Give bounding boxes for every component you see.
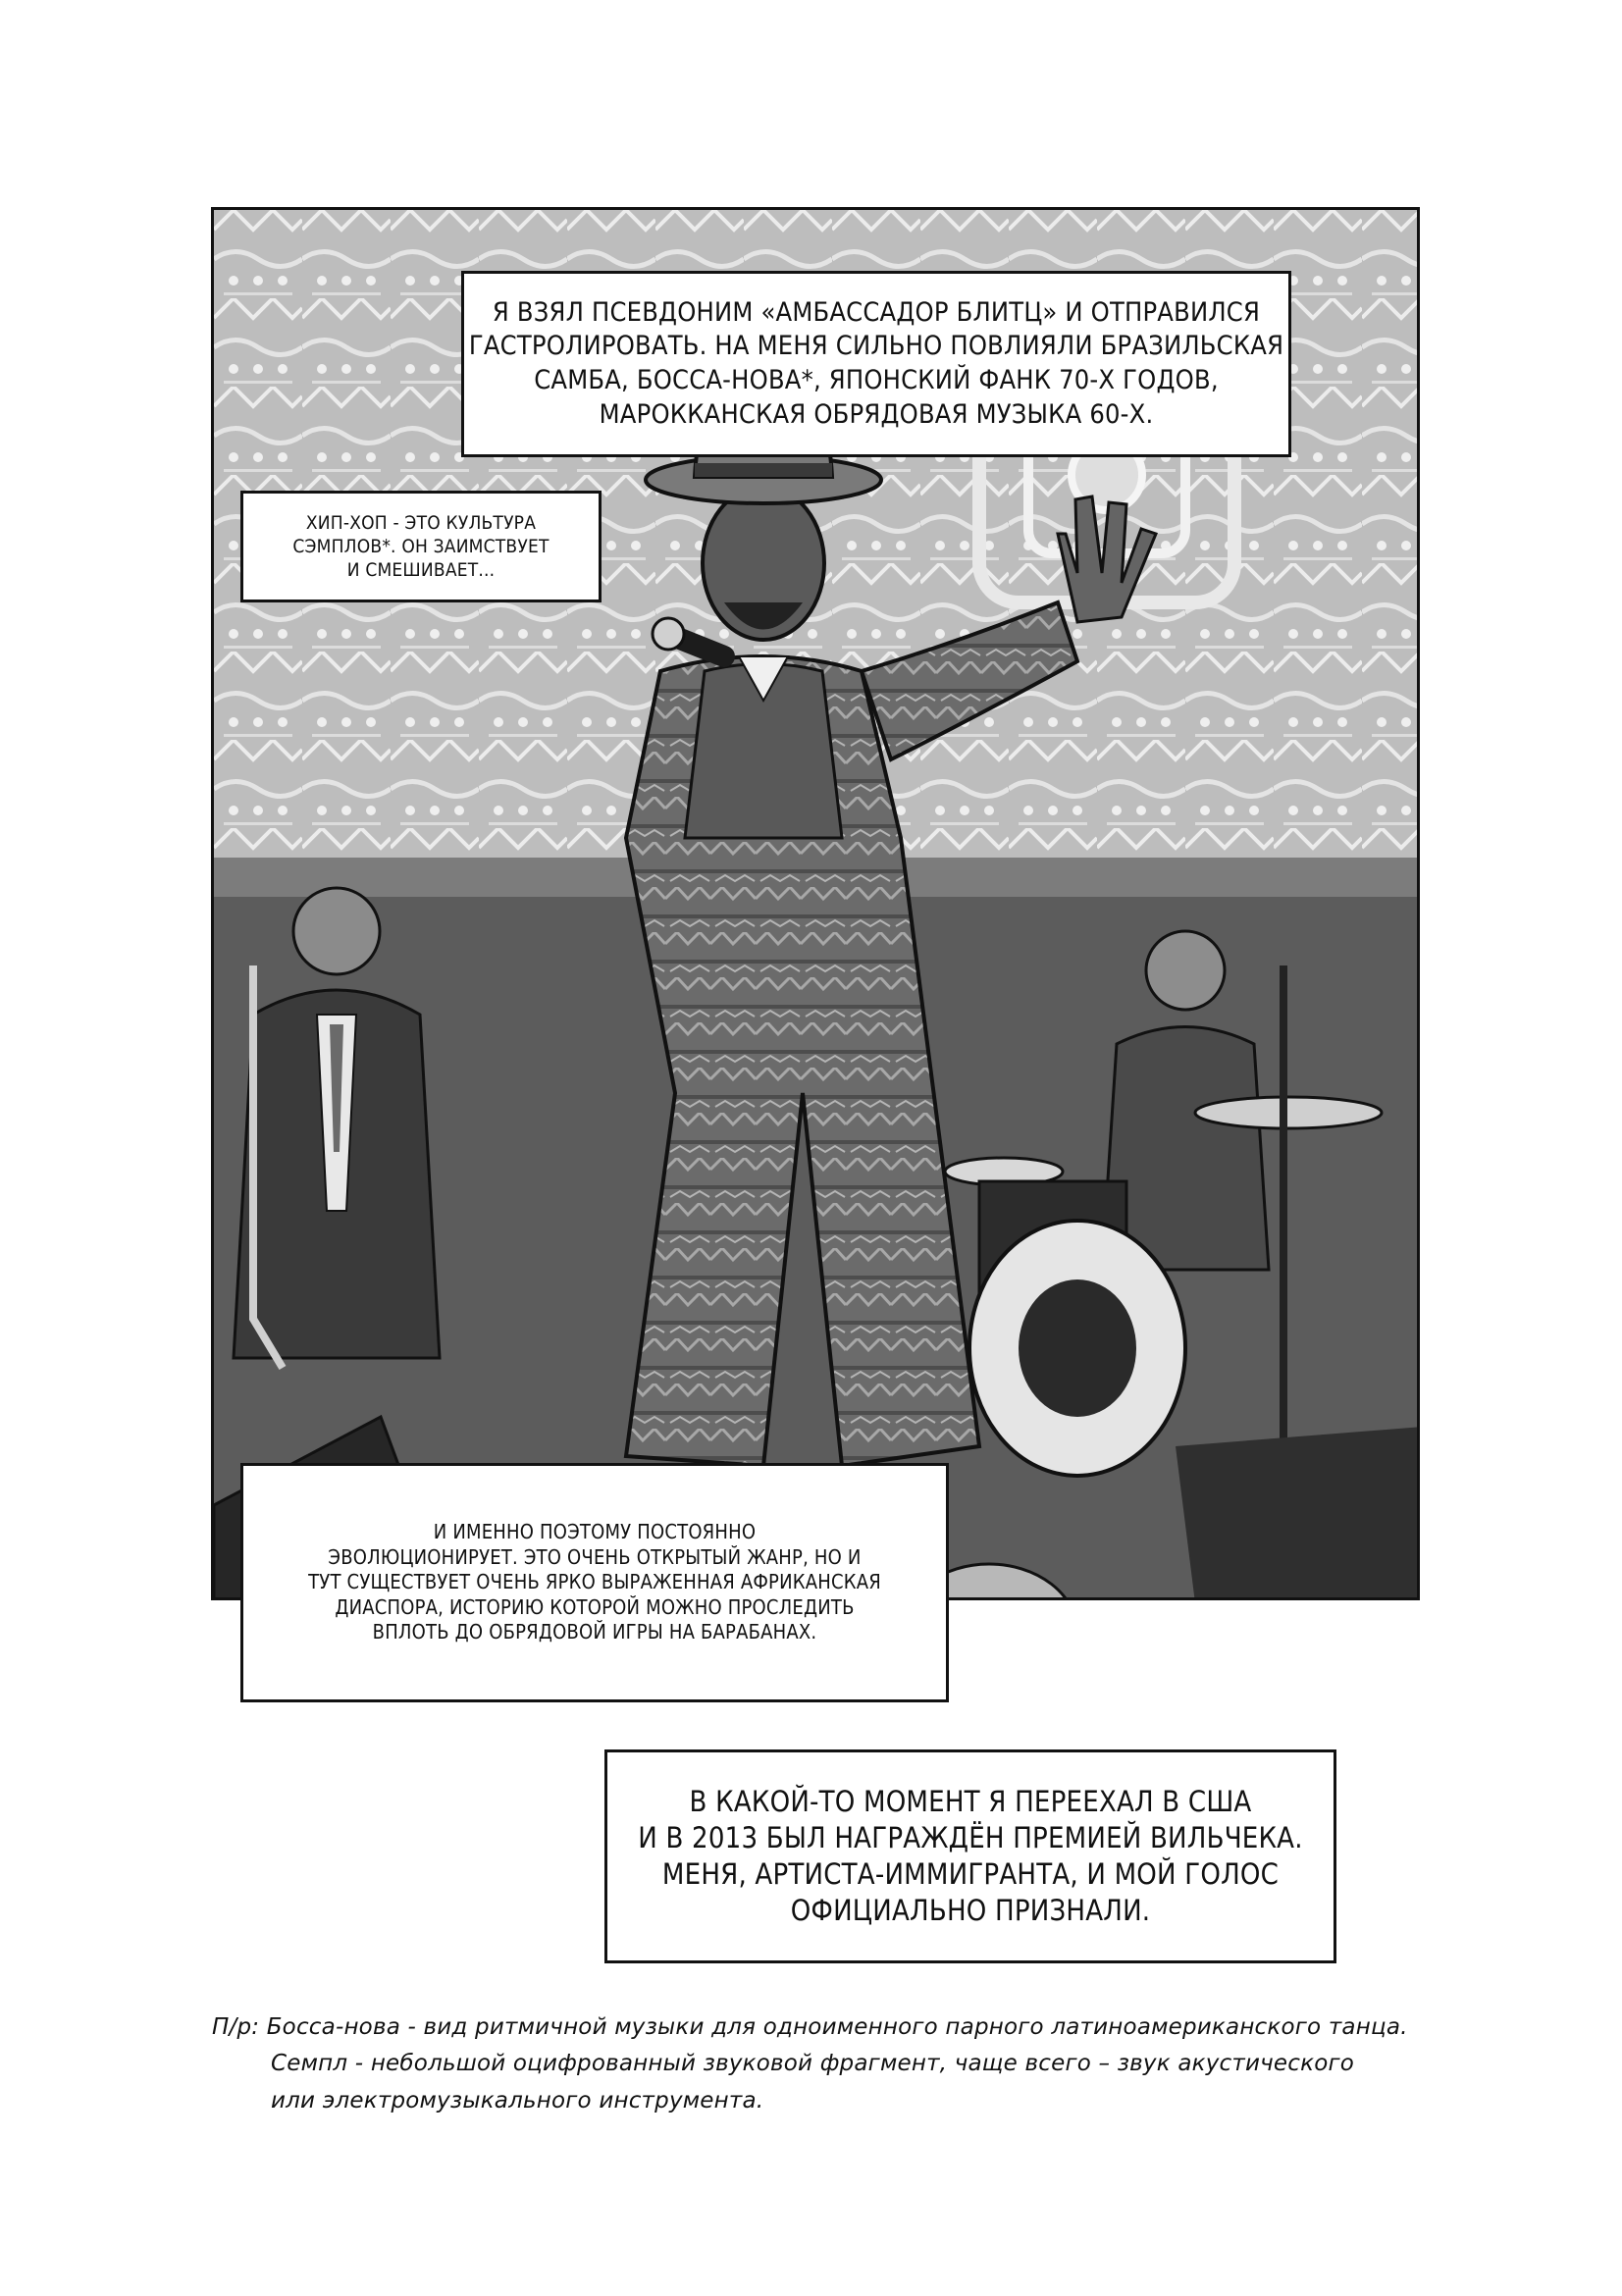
caption-intro-text: Я ВЗЯЛ ПСЕВДОНИМ «АМБАССАДОР БЛИТЦ» И ОТПРАВИЛСЯ ГАСТРОЛИРОВАТЬ. НА МЕНЯ СИЛЬНО ПОВЛИЯЛИ БРАЗИЛЬСКАЯ САМБА, БОССА-НОВА*, ЯПОНСКИЙ ФАНК 70-Х ГОДОВ, МАРОККАНСКАЯ ОБРЯДОВАЯ МУЗЫКА 60-Х. bbox=[468, 296, 1284, 430]
caption-intro bbox=[461, 271, 1291, 457]
caption-hiphop-text: ХИП-ХОП - ЭТО КУЛЬТУРА СЭМПЛОВ*. ОН ЗАИМСТВУЕТ И СМЕШИВАЕТ... bbox=[292, 511, 549, 582]
caption-hiphop bbox=[240, 491, 602, 602]
footnote-line-2: Семпл - небольшой оцифрованный звуковой фрагмент, чаще всего – звук акустического bbox=[271, 2051, 1355, 2077]
caption-evolution bbox=[240, 1463, 949, 1702]
caption-evolution-text: И ИМЕННО ПОЭТОМУ ПОСТОЯННО ЭВОЛЮЦИОНИРУЕТ. ЭТО ОЧЕНЬ ОТКРЫТЫЙ ЖАНР, НО И ТУТ СУЩЕСТВУЕТ ОЧЕНЬ ЯРКО ВЫРАЖЕННАЯ АФРИКАНСКАЯ ДИАСПОРА, ИСТОРИЮ КОТОРОЙ МОЖНО ПРОСЛЕДИТЬ ВПЛОТЬ ДО ОБРЯДОВОЙ ИГРЫ НА БАРАБАНАХ. bbox=[308, 1520, 881, 1644]
footnote-line-1: П/р: Босса-нова - вид ритмичной музыки для одноименного парного латиноамериканского танца. bbox=[212, 2014, 1408, 2040]
caption-usa bbox=[604, 1749, 1336, 1963]
caption-usa-text: В КАКОЙ-ТО МОМЕНТ Я ПЕРЕЕХАЛ В США И В 2013 БЫЛ НАГРАЖДЁН ПРЕМИЕЙ ВИЛЬЧЕКА. МЕНЯ, АРТИСТА-ИММИГРАНТА, И МОЙ ГОЛОС ОФИЦИАЛЬНО ПРИЗНАЛИ. bbox=[638, 1784, 1303, 1928]
footnote-line-3: или электромузыкального инструмента. bbox=[271, 2087, 764, 2113]
translator-footnote bbox=[212, 2009, 1605, 2119]
